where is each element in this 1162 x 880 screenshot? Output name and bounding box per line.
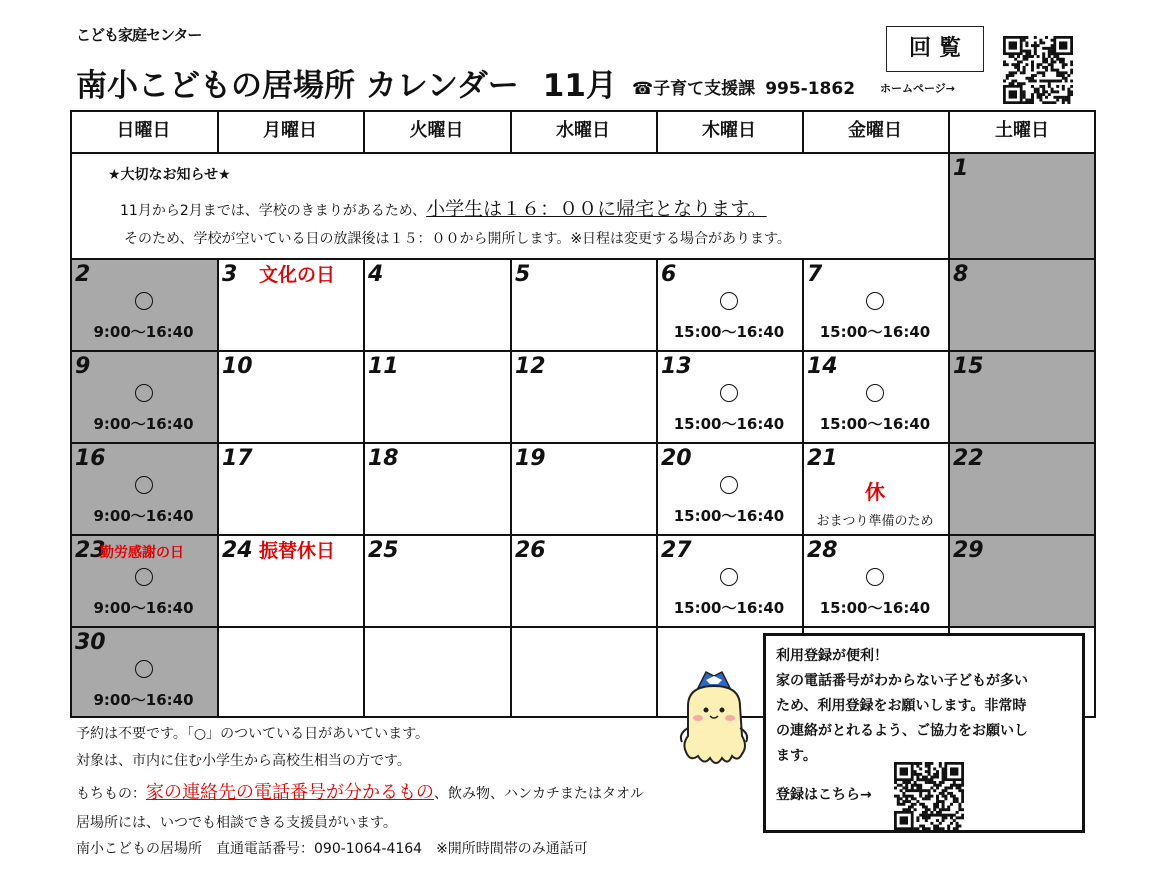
- opening-hours: 15:00～16:40: [819, 599, 931, 617]
- closed-label: 休: [865, 480, 885, 504]
- kairan-stamp: 回覧: [886, 26, 984, 72]
- weekday-header: 金曜日: [848, 120, 902, 141]
- holiday-label: 文化の日: [259, 264, 336, 286]
- day-number: 6: [661, 262, 677, 287]
- info-line-4: の連絡がとれるよう、ご協力をお願いし: [776, 723, 1028, 739]
- grid-line: [656, 258, 658, 718]
- grid-line: [802, 110, 804, 152]
- notice-line-3: そのため、学校が空いている日の放課後は１５：００から開所します。※日程は変更する場合があります。: [124, 231, 791, 247]
- footer-line-4: 居場所には、いつでも相談できる支援員がいます。: [76, 815, 397, 831]
- grid-line: [70, 110, 1096, 112]
- day-number: 21: [807, 446, 838, 471]
- day-number: 29: [953, 538, 984, 563]
- notice-line-2: [120, 194, 767, 221]
- day-number: 11: [368, 354, 399, 379]
- grid-line: [70, 258, 1096, 260]
- grid-line: [217, 110, 219, 152]
- weekday-header: 土曜日: [995, 120, 1049, 141]
- opening-hours: 9:00～16:40: [93, 599, 194, 617]
- grid-line: [510, 110, 512, 152]
- register-label: 登録はこちら→: [776, 787, 872, 803]
- weekday-header: 月曜日: [263, 120, 317, 141]
- grid-line: [363, 110, 365, 152]
- footer-items-highlight: 家の連絡先の電話番号が分かるもの: [146, 782, 434, 803]
- registration-qr-code-icon[interactable]: [894, 762, 964, 830]
- grid-line: [70, 442, 1096, 444]
- day-number: 23: [75, 538, 106, 563]
- info-line-3: ため、利用登録をお願いします。非常時: [776, 698, 1027, 714]
- footer-items-rest: 、飲み物、ハンカチまたはタオル: [434, 786, 644, 802]
- holiday-label: 振替休日: [259, 540, 336, 562]
- footer-line-3: [76, 778, 644, 804]
- closed-reason: おまつり準備のため: [816, 514, 934, 529]
- grid-line: [510, 258, 512, 718]
- homepage-qr-code-icon[interactable]: [1003, 36, 1073, 104]
- title-month: 11月: [542, 68, 617, 104]
- weekday-header: 火曜日: [409, 120, 464, 141]
- opening-hours: 15:00～16:40: [673, 507, 785, 525]
- footer-line-1: 予約は不要です。「○」のついている日があいています。: [76, 726, 429, 742]
- day-number: 16: [75, 446, 106, 471]
- opening-hours: 9:00～16:40: [93, 691, 194, 709]
- grid-line: [948, 152, 950, 258]
- info-line-1: 利用登録が便利！: [776, 648, 888, 664]
- day-number: 2: [75, 262, 91, 287]
- day-number: 30: [75, 630, 106, 655]
- title-text: 南小こどもの居場所 カレンダー: [76, 68, 519, 104]
- footer-line-2: 対象は、市内に住む小学生から高校生相当の方です。: [76, 753, 411, 769]
- opening-hours: 15:00～16:40: [673, 599, 785, 617]
- grid-line: [70, 626, 1096, 628]
- mascot-icon: [668, 666, 760, 776]
- grid-line: [948, 110, 950, 152]
- grid-line: [363, 258, 365, 718]
- org-name: こども家庭センター: [76, 26, 202, 44]
- opening-hours: 9:00～16:40: [93, 507, 194, 525]
- opening-hours: 15:00～16:40: [819, 323, 931, 341]
- day-number: 9: [75, 354, 91, 379]
- weekday-header: 木曜日: [702, 120, 756, 141]
- opening-hours: 9:00～16:40: [93, 415, 194, 433]
- dept-name: ☎子育て支援課: [632, 79, 756, 99]
- footer-line-5: 南小こどもの居場所 直通電話番号：090-1064-4164 ※開所時間帯のみ通話可: [76, 841, 588, 857]
- notice-heading: ★大切なお知らせ★: [108, 167, 231, 183]
- weekday-header: 水曜日: [556, 120, 610, 141]
- registration-info-box: [763, 633, 1085, 833]
- opening-hours: 15:00～16:40: [673, 323, 785, 341]
- day-number: 17: [222, 446, 253, 471]
- opening-hours: 15:00～16:40: [673, 415, 785, 433]
- info-line-2: 家の電話番号がわからない子どもが多い: [776, 673, 1028, 689]
- day-number: 1: [953, 156, 969, 181]
- holiday-label: 勤労感謝の日: [100, 545, 184, 561]
- day-number: 25: [368, 538, 399, 563]
- homepage-label: ホームページ→: [880, 82, 955, 95]
- day-number: 15: [953, 354, 984, 379]
- day-number: 22: [953, 446, 984, 471]
- day-number: 12: [515, 354, 546, 379]
- dept-contact: [632, 74, 855, 99]
- day-number: 14: [807, 354, 838, 379]
- day-number: 13: [661, 354, 692, 379]
- grid-line: [70, 534, 1096, 536]
- opening-hours: 9:00～16:40: [93, 323, 194, 341]
- day-number: 5: [515, 262, 531, 287]
- day-number: 20: [661, 446, 692, 471]
- day-number: 27: [661, 538, 692, 563]
- day-number: 26: [515, 538, 546, 563]
- day-number: 7: [807, 262, 823, 287]
- notice-line-2b: 小学生は１６：００に帰宅となります。: [426, 198, 767, 220]
- footer-items-label: もちもの：: [76, 786, 146, 802]
- opening-hours: 15:00～16:40: [819, 415, 931, 433]
- day-number: 3: [222, 262, 238, 287]
- day-number: 10: [222, 354, 253, 379]
- day-number: 28: [807, 538, 838, 563]
- weekday-header: 日曜日: [116, 120, 171, 141]
- page-title: [76, 60, 617, 105]
- day-number: 18: [368, 446, 399, 471]
- grid-line: [217, 258, 219, 718]
- notice-line-2a: 11月から2月までは、学校のきまりがあるため、: [120, 203, 427, 219]
- day-number: 19: [515, 446, 546, 471]
- day-number: 24: [222, 538, 253, 563]
- day-number: 8: [953, 262, 969, 287]
- notice-box: [72, 154, 946, 256]
- dept-tel: 995-1862: [765, 79, 856, 99]
- info-line-5: ます。: [776, 748, 817, 764]
- day-number: 4: [368, 262, 384, 287]
- grid-line: [656, 110, 658, 152]
- grid-line: [70, 350, 1096, 352]
